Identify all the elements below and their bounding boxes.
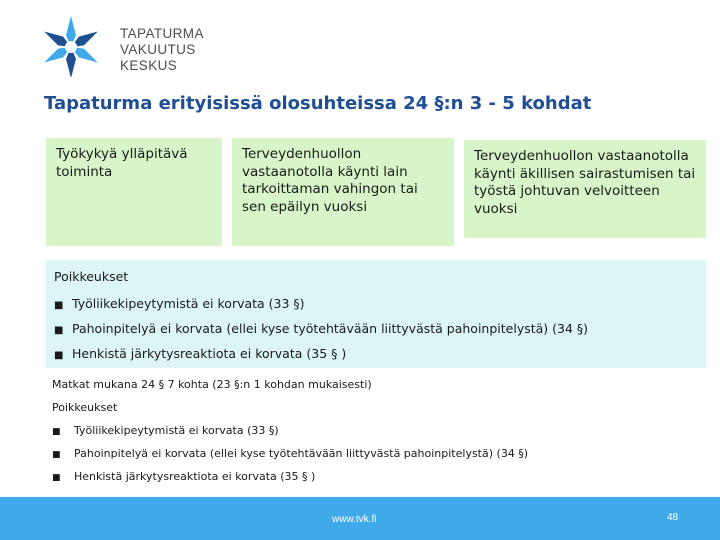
exception-item-text: Pahoinpitelyä ei korvata (ellei kyse työtehtävään liittyvästä pahoinpitelystä) (34 §) <box>72 321 589 336</box>
travel-exception-item <box>52 424 279 437</box>
star-flower-logo-icon <box>38 14 104 80</box>
slide-title: Tapaturma erityisissä olosuhteissa 24 §:n 3 - 5 kohdat <box>44 93 592 114</box>
exception-item-text: Työliikekipeytymistä ei korvata (33 §) <box>72 296 305 311</box>
footer-url[interactable]: www.tvk.fi <box>332 514 377 525</box>
logo-wordmark <box>120 26 204 74</box>
category-box-2: Terveydenhuollon vastaanotolla käynti lain tarkoittaman vahingon tai sen epäilyn vuoksi <box>232 138 454 246</box>
exception-item <box>54 321 588 336</box>
company-logo <box>38 14 104 80</box>
exception-item <box>54 346 346 361</box>
travel-exception-item <box>52 470 315 483</box>
travel-exception-item-text: Työliikekipeytymistä ei korvata (33 §) <box>74 424 279 437</box>
square-bullet-icon: ■ <box>52 450 61 460</box>
category-box-3: Terveydenhuollon vastaanotolla käynti äkillisen sairastumisen tai työstä johtuvan velvoitteen vuoksi <box>464 140 706 238</box>
square-bullet-icon: ■ <box>54 300 64 311</box>
travel-exceptions-heading: Poikkeukset <box>52 401 118 414</box>
travel-line: Matkat mukana 24 § 7 kohta (23 §:n 1 kohdan mukaisesti) <box>52 378 372 391</box>
exceptions-heading: Poikkeukset <box>54 269 129 284</box>
exception-item-text: Henkistä järkytysreaktiota ei korvata (35 § ) <box>72 346 347 361</box>
exceptions-panel <box>46 260 706 368</box>
page-number: 48 <box>667 512 679 523</box>
logo-line-3: KESKUS <box>120 58 178 73</box>
square-bullet-icon: ■ <box>54 350 64 361</box>
logo-line-1: TAPATURMA <box>120 26 204 41</box>
square-bullet-icon: ■ <box>54 325 64 336</box>
square-bullet-icon: ■ <box>52 427 61 437</box>
travel-exception-item-text: Pahoinpitelyä ei korvata (ellei kyse työtehtävään liittyvästä pahoinpitelystä) (34 §) <box>74 447 529 460</box>
travel-exception-item <box>52 447 528 460</box>
footer-bar <box>0 497 720 540</box>
travel-exception-item-text: Henkistä järkytysreaktiota ei korvata (35 § ) <box>74 470 316 483</box>
logo-line-2: VAKUUTUS <box>120 42 196 57</box>
exception-item <box>54 296 305 311</box>
category-box-1: Työkykyä ylläpitävä toiminta <box>46 138 222 246</box>
square-bullet-icon: ■ <box>52 473 61 483</box>
